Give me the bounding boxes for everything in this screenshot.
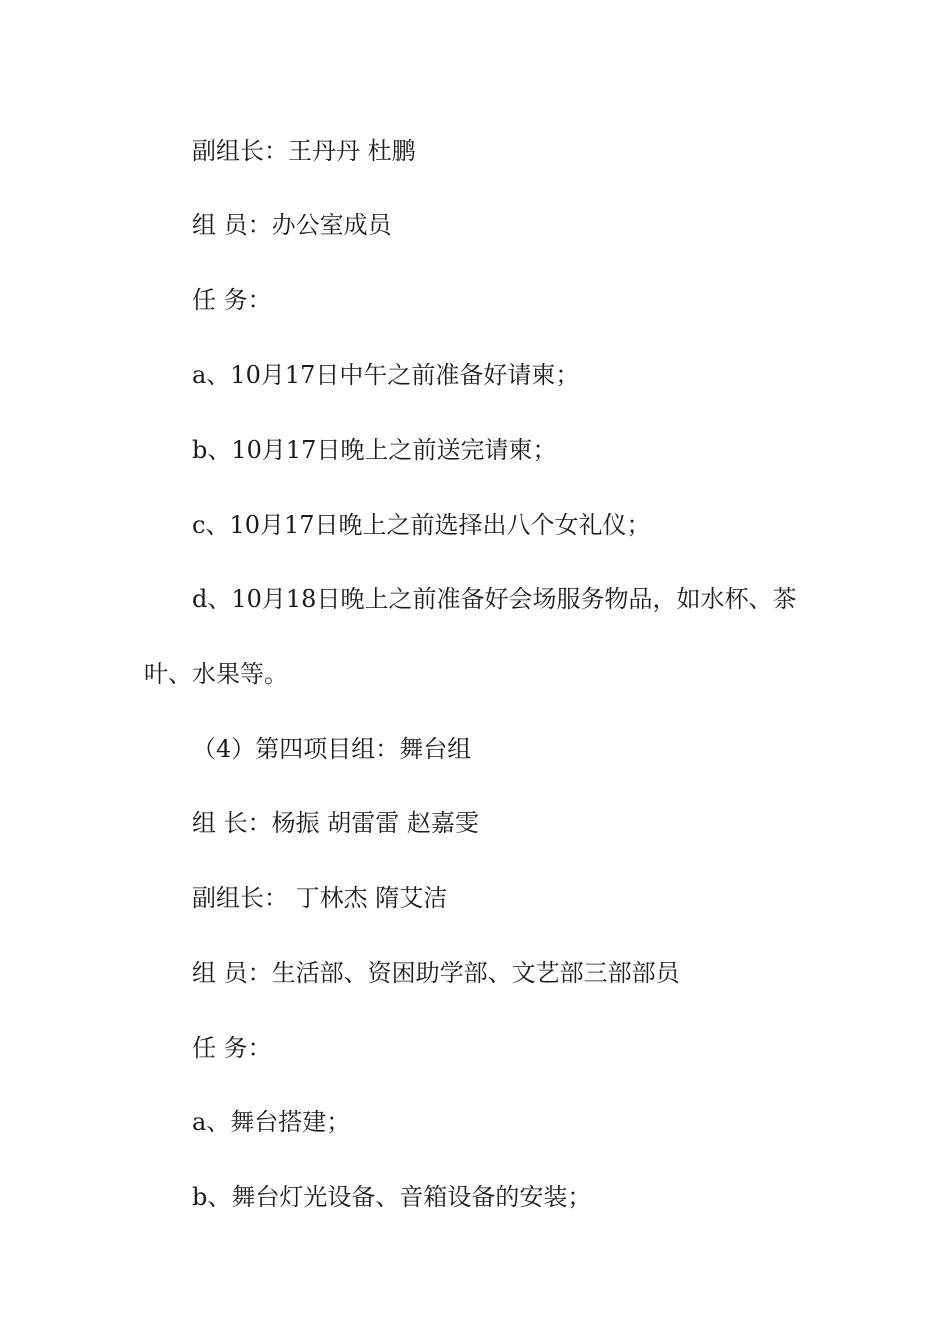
task-item-b-2: b、舞台灯光设备、音箱设备的安装； [192,1183,592,1211]
leader-line-2: 组 长：杨振 胡雷雷 赵嘉雯 [192,809,479,837]
members-line-2: 组 员：生活部、资困助学部、文艺部三部部员 [192,959,680,987]
task-item-a-1: a、10月17日中午之前准备好请柬； [192,361,580,389]
vice-leader-line-1: 副组长：王丹丹 杜鹏 [192,137,416,165]
vice-leader-line-2: 副组长： 丁林杰 隋艾洁 [192,884,448,912]
task-item-d-1: d、10月18日晚上之前准备好会场服务物品，如水杯、茶 [192,585,797,613]
task-item-b-1: b、10月17日晚上之前送完请柬； [192,436,557,464]
task-item-a-2: a、舞台搭建； [192,1108,351,1136]
task-item-d-1-continued: 叶、水果等。 [144,660,288,688]
task-heading-1: 任 务： [192,286,272,314]
members-line-1: 组 员：办公室成员 [192,211,392,239]
section-heading-stage-group: （4）第四项目组：舞台组 [192,735,472,763]
task-item-c-1: c、10月17日晚上之前选择出八个女礼仪； [192,511,651,539]
task-heading-2: 任 务： [192,1034,272,1062]
